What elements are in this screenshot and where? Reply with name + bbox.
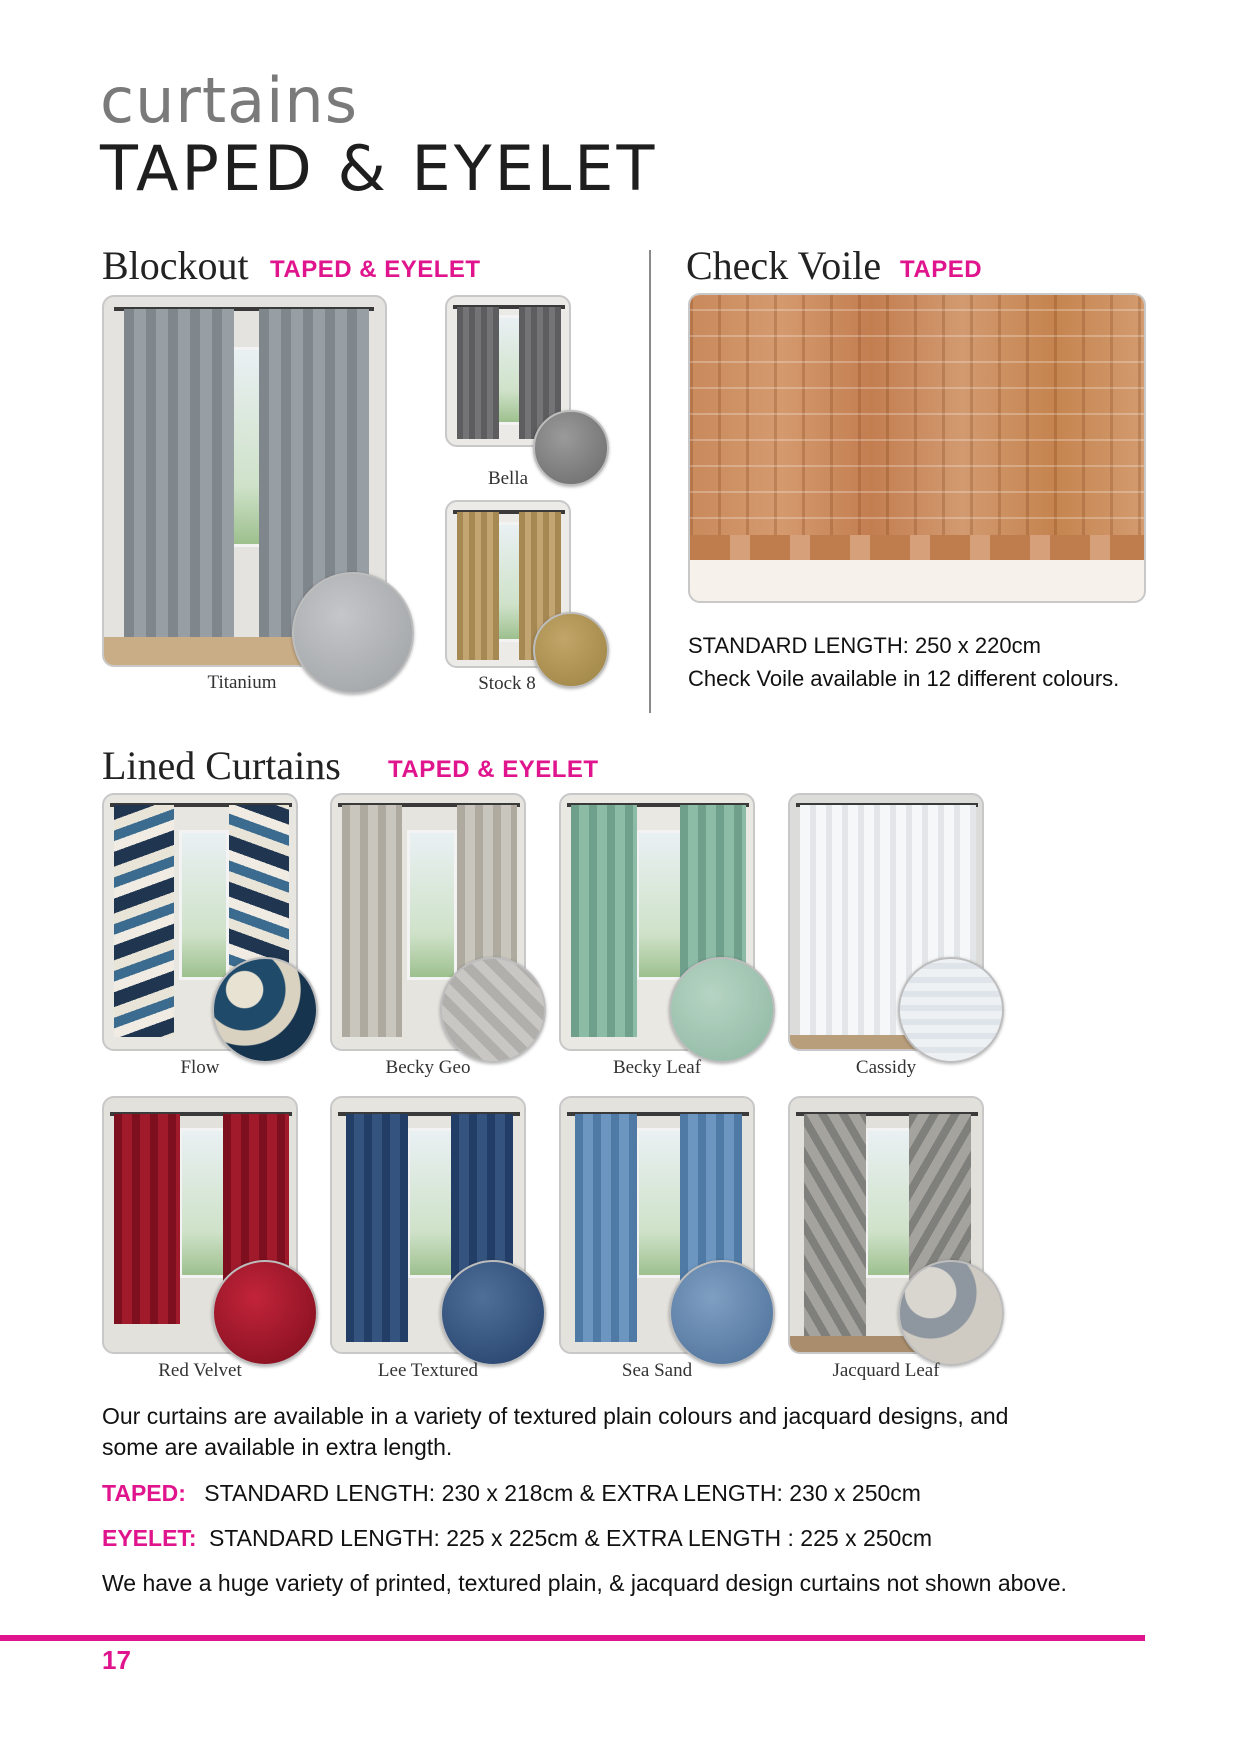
red-velvet-caption: Red Velvet [158, 1360, 242, 1381]
becky-geo-swatch [440, 957, 546, 1063]
info-paragraph-line2: some are available in extra length. [102, 1434, 453, 1460]
blockout-tag: TAPED & EYELET [270, 256, 481, 283]
check-voile-tag: TAPED [900, 256, 983, 283]
becky-geo-caption: Becky Geo [385, 1057, 471, 1078]
eyelet-spec [102, 1522, 932, 1554]
lined-tag: TAPED & EYELET [388, 756, 599, 783]
page-number: 17 [102, 1645, 131, 1675]
taped-spec [102, 1477, 921, 1509]
lee-textured-swatch [440, 1260, 546, 1366]
taped-text: STANDARD LENGTH: 230 x 218cm & EXTRA LENGTH: 230 x 250cm [204, 1480, 921, 1506]
becky-leaf-caption: Becky Leaf [612, 1057, 702, 1078]
eyelet-label: EYELET: [102, 1525, 197, 1551]
check-voile-title: Check Voile [686, 243, 882, 288]
footer-rule [0, 1635, 1145, 1641]
becky-leaf-swatch [669, 957, 775, 1063]
sea-sand-swatch [669, 1260, 775, 1366]
check-voile-photo [688, 293, 1146, 603]
taped-label: TAPED: [102, 1480, 186, 1506]
check-voile-length: STANDARD LENGTH: 250 x 220cm [688, 633, 1041, 658]
titanium-caption: Titanium [207, 672, 277, 693]
info-paragraph-line1: Our curtains are available in a variety of textured plain colours and jacquard designs, and [102, 1403, 1009, 1429]
bella-caption: Bella [487, 468, 529, 489]
page-title: TAPED & EYELET [100, 132, 658, 205]
lee-textured-caption: Lee Textured [377, 1360, 479, 1381]
jacquard-leaf-swatch [898, 1260, 1004, 1366]
flow-swatch [212, 957, 318, 1063]
sea-sand-caption: Sea Sand [621, 1360, 693, 1381]
page-subtitle: curtains [100, 64, 358, 137]
lined-title: Lined Curtains [102, 743, 341, 788]
check-voile-colours: Check Voile available in 12 different colours. [688, 666, 1120, 691]
blockout-title: Blockout [102, 243, 249, 288]
closing-note: We have a huge variety of printed, textured plain, & jacquard design curtains not shown above. [102, 1570, 1067, 1596]
stock8-caption: Stock 8 [478, 673, 536, 694]
section-divider [649, 250, 651, 713]
eyelet-text: STANDARD LENGTH: 225 x 225cm & EXTRA LENGTH : 225 x 250cm [208, 1525, 932, 1551]
flow-caption: Flow [180, 1057, 220, 1078]
jacquard-leaf-caption: Jacquard Leaf [832, 1360, 940, 1381]
cassidy-swatch [898, 957, 1004, 1063]
cassidy-caption: Cassidy [855, 1057, 917, 1078]
red-velvet-swatch [212, 1260, 318, 1366]
